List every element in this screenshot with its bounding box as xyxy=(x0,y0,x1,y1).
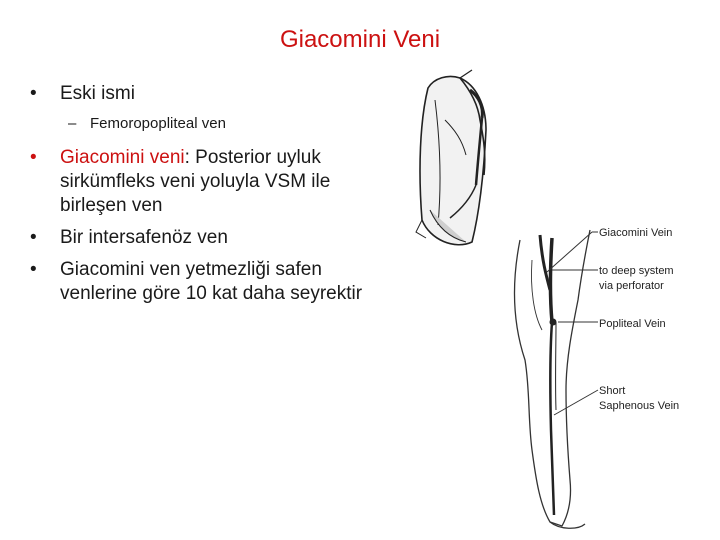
label-popliteal-vein: Popliteal Vein xyxy=(599,318,666,330)
thigh-inset-drawing xyxy=(416,70,486,245)
bullet-text: Giacomini ven yetmezliği safen venlerine göre 10 kat daha seyrektir xyxy=(60,259,363,304)
bullet-highlight: Giacomini veni xyxy=(60,147,185,168)
label-saphenous-vein: Saphenous Vein xyxy=(599,400,680,412)
bullet-dot: • xyxy=(30,83,37,104)
bullet-text: : Posterior uyluk sirkümfleks veni yoluyla VSM ile birleşen ven xyxy=(60,147,331,216)
sub-bullet-item xyxy=(30,114,390,134)
bullet-dot: • xyxy=(30,259,37,280)
sub-bullet-dash: – xyxy=(68,115,77,132)
bullet-item xyxy=(30,226,390,250)
bullet-text: Eski ismi xyxy=(60,83,135,104)
leg-veins xyxy=(540,235,556,515)
bullet-item xyxy=(30,82,390,106)
sub-bullet-text: Femoropopliteal ven xyxy=(90,115,226,132)
leg-vein-illustration xyxy=(400,60,710,530)
slide-title: Giacomini Veni xyxy=(279,26,441,53)
label-deep-system: to deep system xyxy=(599,265,674,277)
bullet-dot: • xyxy=(30,147,37,168)
bullet-item xyxy=(30,258,390,306)
bullet-text: Bir intersafenöz ven xyxy=(60,227,228,248)
label-short: Short xyxy=(599,385,626,397)
label-giacomini-vein: Giacomini Vein xyxy=(599,227,673,239)
label-via-perforator: via perforator xyxy=(599,280,664,292)
bullet-dot: • xyxy=(30,227,37,248)
bullet-list xyxy=(30,82,390,306)
bullet-item xyxy=(30,146,390,218)
